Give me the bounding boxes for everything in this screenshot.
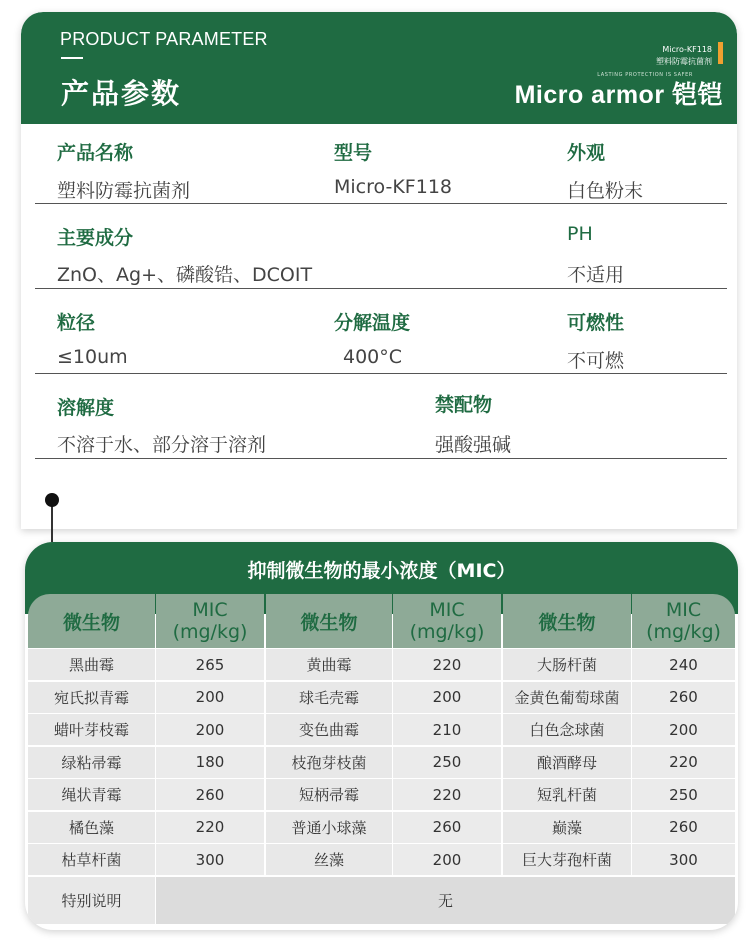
divider	[35, 458, 727, 459]
organism-cell: 金黄色葡萄球菌	[503, 682, 631, 713]
header-title-cn: 产品参数	[61, 77, 182, 110]
value-flammability: 不可燃	[567, 350, 625, 372]
organism-cell: 球毛壳霉	[266, 682, 392, 713]
label-incompatible: 禁配物	[435, 394, 493, 416]
mic-value-cell: 200	[156, 682, 264, 713]
value-main-ingredients: ZnO、Ag+、磷酸锆、DCOIT	[57, 264, 313, 286]
label-solubility: 溶解度	[57, 397, 115, 419]
mic-value-cell: 200	[156, 714, 264, 745]
mic-value-cell: 240	[632, 649, 735, 680]
mic-value-cell: 220	[632, 747, 735, 778]
col-header-organism: 微生物	[503, 594, 631, 648]
organism-cell: 蜡叶芽枝霉	[28, 714, 155, 745]
mic-value-cell: 220	[393, 649, 501, 680]
col-header-mic	[393, 594, 501, 648]
value-particle-size: ≤10um	[57, 346, 128, 368]
organism-cell: 巅藻	[503, 812, 631, 843]
label-product-name: 产品名称	[57, 142, 134, 164]
mic-value-cell: 265	[156, 649, 264, 680]
value-product-name: 塑料防霉抗菌剂	[57, 180, 191, 202]
organism-cell: 橘色藻	[28, 812, 155, 843]
label-decomposition-temp: 分解温度	[334, 312, 411, 334]
header-product-line: 塑料防霉抗菌剂	[656, 57, 712, 66]
col-header-organism: 微生物	[28, 594, 155, 648]
value-solubility: 不溶于水、部分溶于溶剂	[57, 434, 267, 456]
mic-value-cell: 200	[393, 682, 501, 713]
divider	[35, 203, 727, 204]
organism-cell: 大肠杆菌	[503, 649, 631, 680]
label-main-ingredients: 主要成分	[57, 227, 134, 249]
organism-cell: 酿酒酵母	[503, 747, 631, 778]
label-ph: PH	[567, 223, 593, 245]
mic-value-cell: 200	[632, 714, 735, 745]
value-model: Micro-KF118	[334, 176, 452, 198]
label-model: 型号	[334, 142, 373, 164]
connector-dot-top	[45, 493, 59, 507]
value-incompatible: 强酸强碱	[435, 434, 512, 456]
mic-card	[25, 542, 738, 930]
mic-value-cell: 220	[156, 812, 264, 843]
organism-cell: 绳状青霉	[28, 779, 155, 810]
col-header-mic-line2: (mg/kg)	[172, 621, 248, 643]
label-appearance: 外观	[567, 142, 606, 164]
mic-value-cell: 260	[156, 779, 264, 810]
value-appearance: 白色粉末	[567, 180, 644, 202]
label-particle-size: 粒径	[57, 312, 96, 334]
organism-cell: 枝孢芽枝菌	[266, 747, 392, 778]
col-header-mic-line2: (mg/kg)	[409, 621, 485, 643]
organism-cell: 短乳杆菌	[503, 779, 631, 810]
label-flammability: 可燃性	[567, 312, 625, 334]
mic-value-cell: 260	[632, 812, 735, 843]
mic-title: 抑制微生物的最小浓度（MIC）	[247, 560, 516, 582]
mic-value-cell: 220	[393, 779, 501, 810]
organism-cell: 白色念球菌	[503, 714, 631, 745]
organism-cell: 宛氏拟青霉	[28, 682, 155, 713]
mic-value-cell: 210	[393, 714, 501, 745]
organism-cell: 黄曲霉	[266, 649, 392, 680]
mic-value-cell: 180	[156, 747, 264, 778]
brand-logo: Micro armor 铠铠	[514, 81, 723, 109]
col-header-mic	[156, 594, 264, 648]
mic-value-cell: 260	[393, 812, 501, 843]
header-model-info	[656, 44, 712, 68]
organism-cell: 丝藻	[266, 844, 392, 875]
mic-value-cell: 300	[156, 844, 264, 875]
col-header-organism: 微生物	[266, 594, 392, 648]
organism-cell: 变色曲霉	[266, 714, 392, 745]
organism-cell: 绿粘帚霉	[28, 747, 155, 778]
mic-value-cell: 250	[632, 779, 735, 810]
parameter-header	[21, 12, 737, 124]
organism-cell: 普通小球藻	[266, 812, 392, 843]
col-header-mic	[632, 594, 735, 648]
note-label: 特别说明	[28, 877, 155, 924]
mic-table	[28, 594, 735, 930]
header-title-en: PRODUCT PARAMETER	[60, 29, 268, 49]
product-parameter-card	[21, 12, 737, 529]
col-header-mic-line1: MIC	[192, 599, 228, 621]
divider	[35, 288, 727, 289]
col-header-mic-line1: MIC	[665, 599, 702, 621]
mic-value-cell: 260	[632, 682, 735, 713]
brand-tagline: LASTING PROTECTION IS SAFER	[597, 72, 693, 78]
mic-value-cell: 200	[393, 844, 501, 875]
divider	[35, 373, 727, 374]
organism-cell: 巨大芽孢杆菌	[503, 844, 631, 875]
accent-bar	[718, 42, 723, 64]
organism-cell: 黑曲霉	[28, 649, 155, 680]
mic-value-cell: 300	[632, 844, 735, 875]
col-header-mic-line1: MIC	[429, 599, 465, 621]
value-ph: 不适用	[567, 264, 625, 286]
value-decomposition-temp: 400°C	[343, 346, 403, 368]
header-model-line: Micro-KF118	[662, 45, 712, 54]
mic-value-cell: 250	[393, 747, 501, 778]
organism-cell: 短柄帚霉	[266, 779, 392, 810]
col-header-mic-line2: (mg/kg)	[646, 621, 721, 643]
note-value: 无	[156, 877, 735, 924]
header-divider	[61, 57, 83, 59]
organism-cell: 枯草杆菌	[28, 844, 155, 875]
